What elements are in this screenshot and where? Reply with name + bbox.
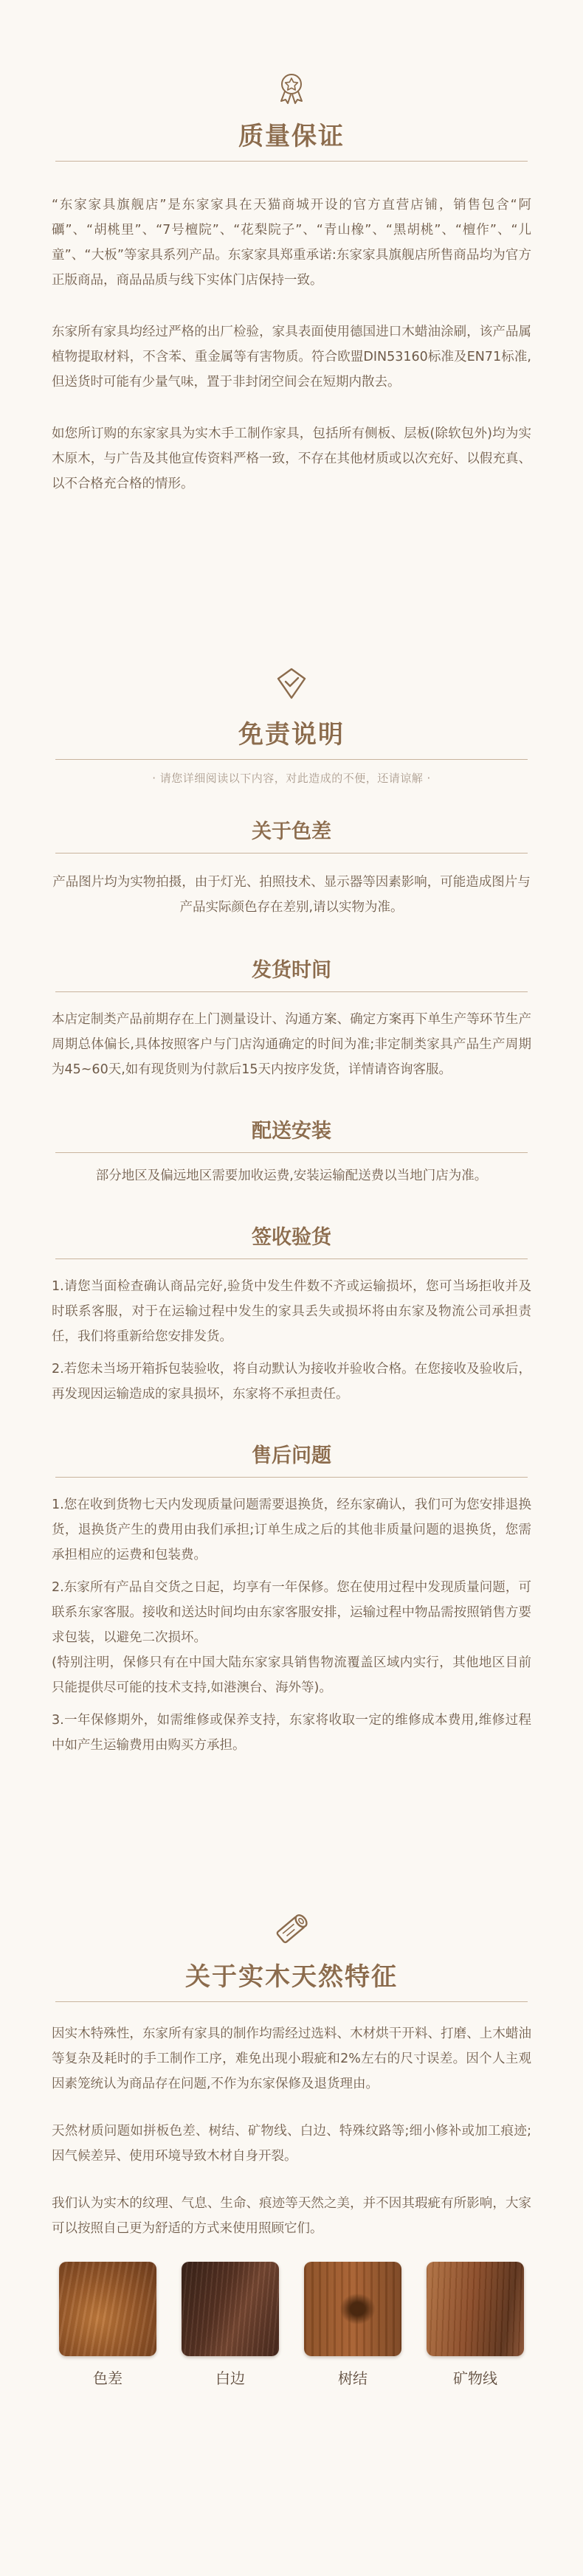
delivery-install-title: 配送安装 (252, 1120, 331, 1143)
shield-check-icon (273, 665, 310, 702)
wood-sample-white-edge (182, 2262, 279, 2388)
wood-sample-row (0, 2262, 583, 2388)
quality-title: 质量保证 (238, 122, 345, 151)
inspection-divider (55, 1258, 528, 1259)
color-diff-title: 关于色差 (252, 820, 331, 843)
quality-section (0, 70, 583, 496)
quality-divider (55, 161, 528, 162)
wood-sample-knot (304, 2262, 401, 2388)
after-sales-paragraph-1: 1.您在收到货物七天内发现质量问题需要退换货，经东家确认，我们可为您安排退换货，退换货产生的费用由我们承担;订单生成之后的其他非质量问题的退换货，您需承担相应的运费和包装费。 (52, 1498, 531, 1562)
wood-sample-image (304, 2262, 401, 2356)
wood-sample-image (427, 2262, 524, 2356)
color-diff-divider (55, 853, 528, 854)
shipping-time-text: 本店定制类产品前期存在上门测量设计、沟通方案、确定方案再下单生产等环节生产周期总体偏长,具体按照客户与门店沟通确定的时间为准;非定制类家具产品生产周期为45~60天,如有现货则为付款后15天内按序发货，详情请咨询客服。 (52, 1012, 531, 1077)
disclaimer-section (0, 665, 583, 1758)
delivery-install-divider (55, 1152, 528, 1153)
shipping-time-title: 发货时间 (252, 959, 331, 982)
after-sales-title: 售后问题 (252, 1444, 331, 1467)
disclaimer-note: · 请您详细阅读以下内容，对此造成的不便，还请谅解 · (152, 772, 431, 785)
wood-sample-label: 色差 (93, 2369, 123, 2387)
wood-paragraph-3: 我们认为实木的纹理、气息、生命、痕迹等天然之美，并不因其瑕疵有所影响，大家可以按照自己更为舒适的方式来使用照顾它们。 (52, 2196, 531, 2236)
inspection-paragraph-1: 1.请您当面检查确认商品完好,验货中发生件数不齐或运输损坏，您可当场拒收并及时联系客服，对于在运输过程中发生的家具丢失或损坏将由东家及物流公司承担责任，我们将重新给您安排发货。 (52, 1279, 531, 1344)
wood-sample-mineral-line (427, 2262, 524, 2388)
inspection-title: 签收验货 (252, 1226, 331, 1249)
wood-divider (55, 2001, 528, 2002)
quality-paragraph-1: “东家家具旗舰店”是东家家具在天猫商城开设的官方直营店铺，销售包含“阿礪”、“胡桃里”、“7号檀院”、“花梨院子”、“青山橡”、“黑胡桃”、“檀作”、“儿童”、“大板”等家具系列产品。东家家具郑重承诺:东家家具旗舰店所售商品均为官方正版商品，商品品质与线下实体门店保持一致。 (52, 198, 531, 288)
wood-sample-label: 树结 (338, 2369, 368, 2387)
wood-sample-image (59, 2262, 156, 2356)
wood-sample-image (182, 2262, 279, 2356)
quality-paragraph-3: 如您所订购的东家家具为实木手工制作家具，包括所有侧板、层板(除软包外)均为实木原木，与广告及其他宣传资料严格一致，不存在其他材质或以次充好、以假充真、以不合格充合格的情形。 (52, 426, 531, 491)
inspection-paragraph-2: 2.若您未当场开箱拆包装验收，将自动默认为接收并验收合格。在您接收及验收后，再发现因运输造成的家具损坏，东家将不承担责任。 (52, 1362, 531, 1402)
wood-title: 关于实木天然特征 (185, 1962, 398, 1992)
color-diff-text: 产品图片均为实物拍摄，由于灯光、拍照技术、显示器等因素影响，可能造成图片与产品实际颜色存在差别,请以实物为准。 (52, 875, 531, 915)
after-sales-divider (55, 1477, 528, 1478)
disclaimer-title: 免责说明 (238, 720, 345, 749)
wood-paragraph-2: 天然材质问题如拼板色差、树结、矿物线、白边、特殊纹路等;细小修补或加工痕迹;因气候差异、使用环境导致木材自身开裂。 (52, 2124, 531, 2164)
after-sales-paragraph-3: 3.一年保修期外，如需维修或保养支持，东家将收取一定的维修成本费用,维修过程中如产生运输费用由购买方承担。 (52, 1713, 531, 1753)
shipping-time-divider (55, 991, 528, 992)
wood-sample-label: 矿物线 (453, 2369, 497, 2387)
after-sales-paragraph-2: 2.东家所有产品自交货之日起，均享有一年保修。您在使用过程中发现质量问题，可联系东家客服。接收和送达时间均由东家客服安排，运输过程中物品需按照销售方要求包装，以避免二次损坏。 (52, 1580, 531, 1645)
wood-sample-label: 白边 (215, 2369, 245, 2387)
disclaimer-divider (55, 759, 528, 760)
wood-sample-color-diff (59, 2262, 156, 2388)
wood-section (0, 1909, 583, 2388)
after-sales-paragraph-2-note: (特别注明，保修只有在中国大陆东家家具销售物流覆盖区域内实行，其他地区目前只能提供尽可能的技术支持,如港澳台、海外等)。 (52, 1655, 531, 1695)
award-medal-icon (273, 70, 310, 107)
delivery-install-text: 部分地区及偏远地区需要加收运费,安装运输配送费以当地门店为准。 (95, 1168, 488, 1183)
wood-log-icon (272, 1909, 311, 1949)
wood-paragraph-1: 因实木特殊性，东家所有家具的制作均需经过选料、木材烘干开料、打磨、上木蜡油等复杂及耗时的手工制作工序，难免出现小瑕疵和2%左右的尺寸误差。因个人主观因素笼统认为商品存在问题,不作为东家保修及退货理由。 (52, 2026, 531, 2091)
quality-paragraph-2: 东家所有家具均经过严格的出厂检验，家具表面使用德国进口木蜡油涂刷，该产品属植物提取材料，不含苯、重金属等有害物质。符合欧盟DIN53160标准及EN71标准,但送货时可能有少量气味，置于非封闭空间会在短期内散去。 (52, 325, 531, 389)
